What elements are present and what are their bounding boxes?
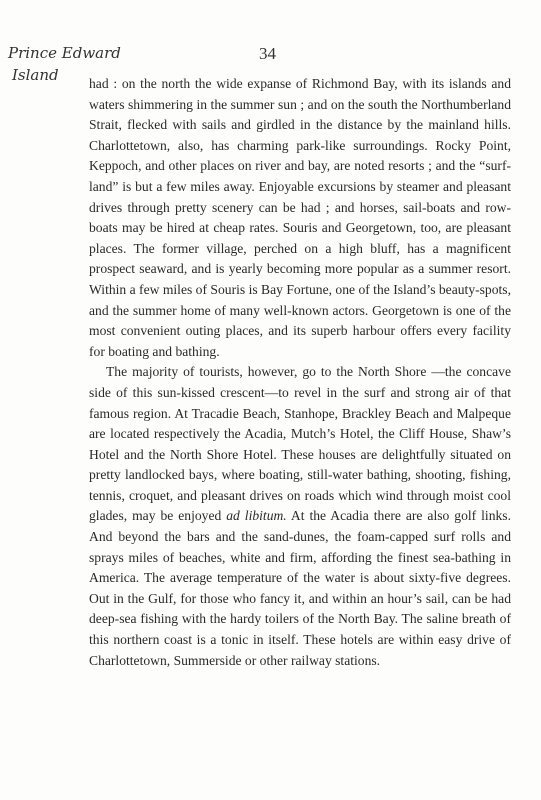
paragraph-2	[89, 362, 511, 671]
paragraph-2-part-1: The majority of tourists, however, go to the North Shore —the concave side of this sun-kissed crescent—to revel in the surf and strong air of that famous region. At Tracadie Beach, Stanhope, Brackley Beach and Malpeque are located respectively the Acadia, Mutch’s Hotel, the Cliff House, Shaw’s Hotel and the North Shore Hotel. These houses are delightfully situated on pretty landlocked bays, where boating, still-water bathing, shooting, fishing, tennis, croquet, and pleasant drives on roads which wind through moist cool glades, may be enjoyed	[89, 364, 511, 524]
running-head-line-2: Island	[12, 66, 59, 84]
latin-phrase: ad libitum.	[226, 508, 287, 524]
paragraph-1: had : on the north the wide expanse of Richmond Bay, with its islands and waters shimmering in the summer sun ; and on the south the Northumberland Strait, flecked with sails and girdled in the distance by the mainland hills. Charlottetown, also, has charming park-like surroundings. Rocky Point, Keppoch, and other places on river and bay, are noted resorts ; and the “surf-land” is but a few miles away. Enjoyable excursions by steamer and pleasant drives through pretty scenery can be had ; and horses, sail-boats and row-boats may be hired at cheap rates. Souris and Georgetown, too, are pleasant places. The former village, perched on a high bluff, has a magnificent prospect seaward, and is yearly becoming more popular as a summer resort. Within a few miles of Souris is Bay Fortune, one of the Island’s beauty-spots, and the summer home of many well-known actors. Georgetown is one of the most convenient outing places, and its superb harbour offers every facility for boating and bathing.	[89, 76, 511, 359]
running-head-line-1: Prince Edward	[8, 44, 121, 62]
body-text	[89, 74, 511, 671]
page-number: 34	[259, 44, 276, 63]
paragraph-2-part-2: At the Acadia there are also golf links. And beyond the bars and the sand-dunes, the foam-capped surf rolls and sprays miles of beaches, white and firm, affording the finest sea-bathing in America. The average temperature of the water is about sixty-five degrees. Out in the Gulf, for those who fancy it, and within an hour’s sail, can be had deep-sea fishing with the hardy toilers of the North Bay. The saline breath of this northern coast is a tonic in itself. These hotels are within easy drive of Charlottetown, Summerside or other railway stations.	[89, 508, 511, 668]
